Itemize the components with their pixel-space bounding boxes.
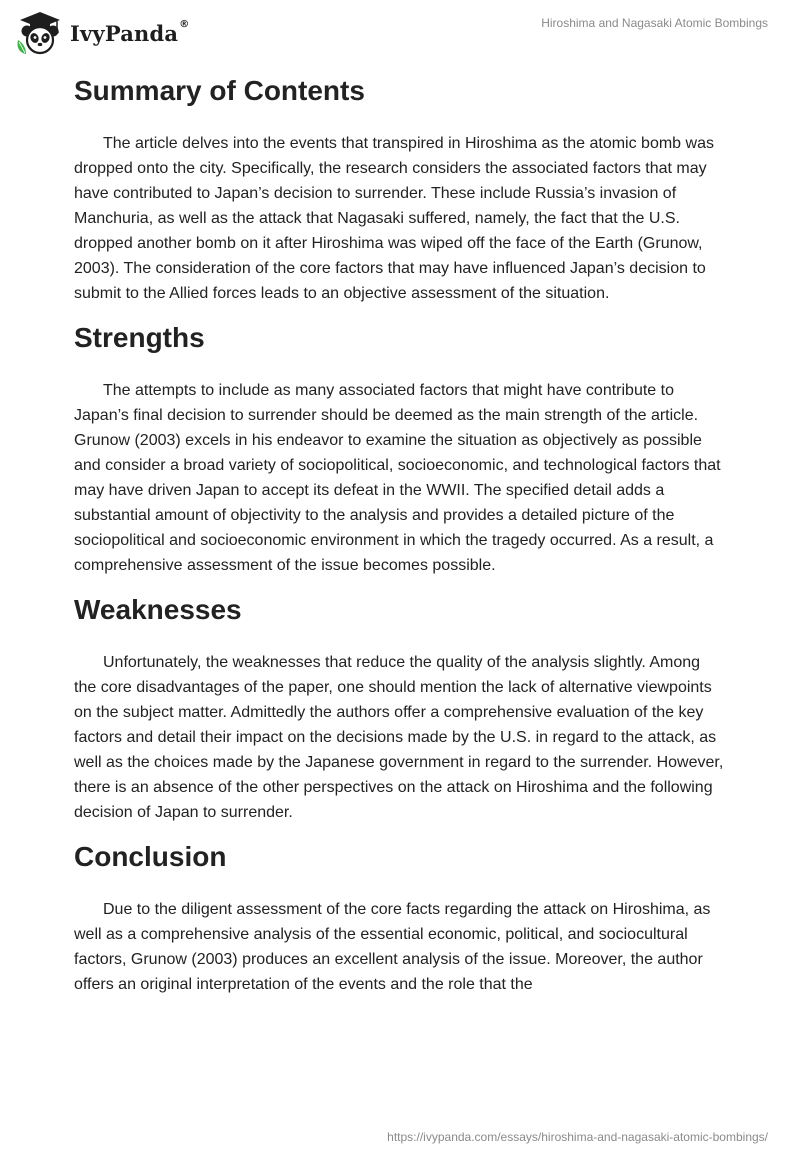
essay-content: [74, 71, 726, 1009]
section-weaknesses: [74, 590, 726, 825]
section-paragraph: Unfortunately, the weaknesses that reduce the quality of the analysis slightly. Among the core disadvantages of the paper, one should mention the lack of alternative viewpoints on the subject matter. Admittedly the authors offer a comprehensive evaluation of the key factors and detail their impact on the decisions made by the U.S. in regard to the attack, as well as the choices made by the Japanese government in regard to the surrender. However, there is an absence of the other perspectives on the attack on Hiroshima and the following decision of Japan to surrender.: [74, 654, 724, 821]
registered-mark: ®: [179, 18, 190, 30]
section-heading: Summary of Contents: [74, 75, 365, 106]
section-paragraph: Due to the diligent assessment of the core facts regarding the attack on Hiroshima, as well as a comprehensive analysis of the essential economic, political, and sociocultural factors, Grunow (2003) produces an excellent analysis of the issue. Moreover, the author offers an original interpretation of the events and the role that the: [74, 901, 711, 993]
section-summary: [74, 71, 726, 306]
section-heading: Weaknesses: [74, 594, 242, 625]
section-paragraph: The article delves into the events that transpired in Hiroshima as the atomic bomb was dropped onto the city. Specifically, the research considers the associated factors that may have contributed to Japan’s decision to surrender. These include Russia’s invasion of Manchuria, as well as the attack that Nagasaki suffered, namely, the fact that the U.S. dropped another bomb on it after Hiroshima was wiped off the face of the Earth (Grunow, 2003). The consideration of the core factors that may have influenced Japan’s decision to submit to the Allied forces leads to an objective assessment of the situation.: [74, 135, 714, 302]
section-conclusion: [74, 837, 726, 997]
section-strengths: [74, 318, 726, 578]
page-header: [0, 0, 800, 64]
section-heading: Strengths: [74, 322, 205, 353]
section-paragraph: The attempts to include as many associated factors that might have contribute to Japan’s final decision to surrender should be deemed as the main strength of the article. Grunow (2003) excels in his endeavor to examine the situation as objectively as possible and consider a broad variety of sociopolitical, socioeconomic, and technological factors that may have driven Japan to accept its defeat in the WWII. The specified detail adds a substantial amount of objectivity to the analysis and provides a detailed picture of the sociopolitical and socioeconomic environment in which the tragedy occurred. As a result, a comprehensive assessment of the issue becomes possible.: [74, 382, 721, 574]
brand-logo[interactable]: [14, 10, 189, 56]
section-heading: Conclusion: [74, 841, 227, 872]
source-url-link[interactable]: https://ivypanda.com/essays/hiroshima-and-nagasaki-atomic-bombings/: [387, 1130, 768, 1144]
brand-name: IvyPanda®: [70, 18, 190, 46]
panda-graduate-icon: [14, 10, 66, 56]
running-title: Hiroshima and Nagasaki Atomic Bombings: [541, 16, 768, 30]
